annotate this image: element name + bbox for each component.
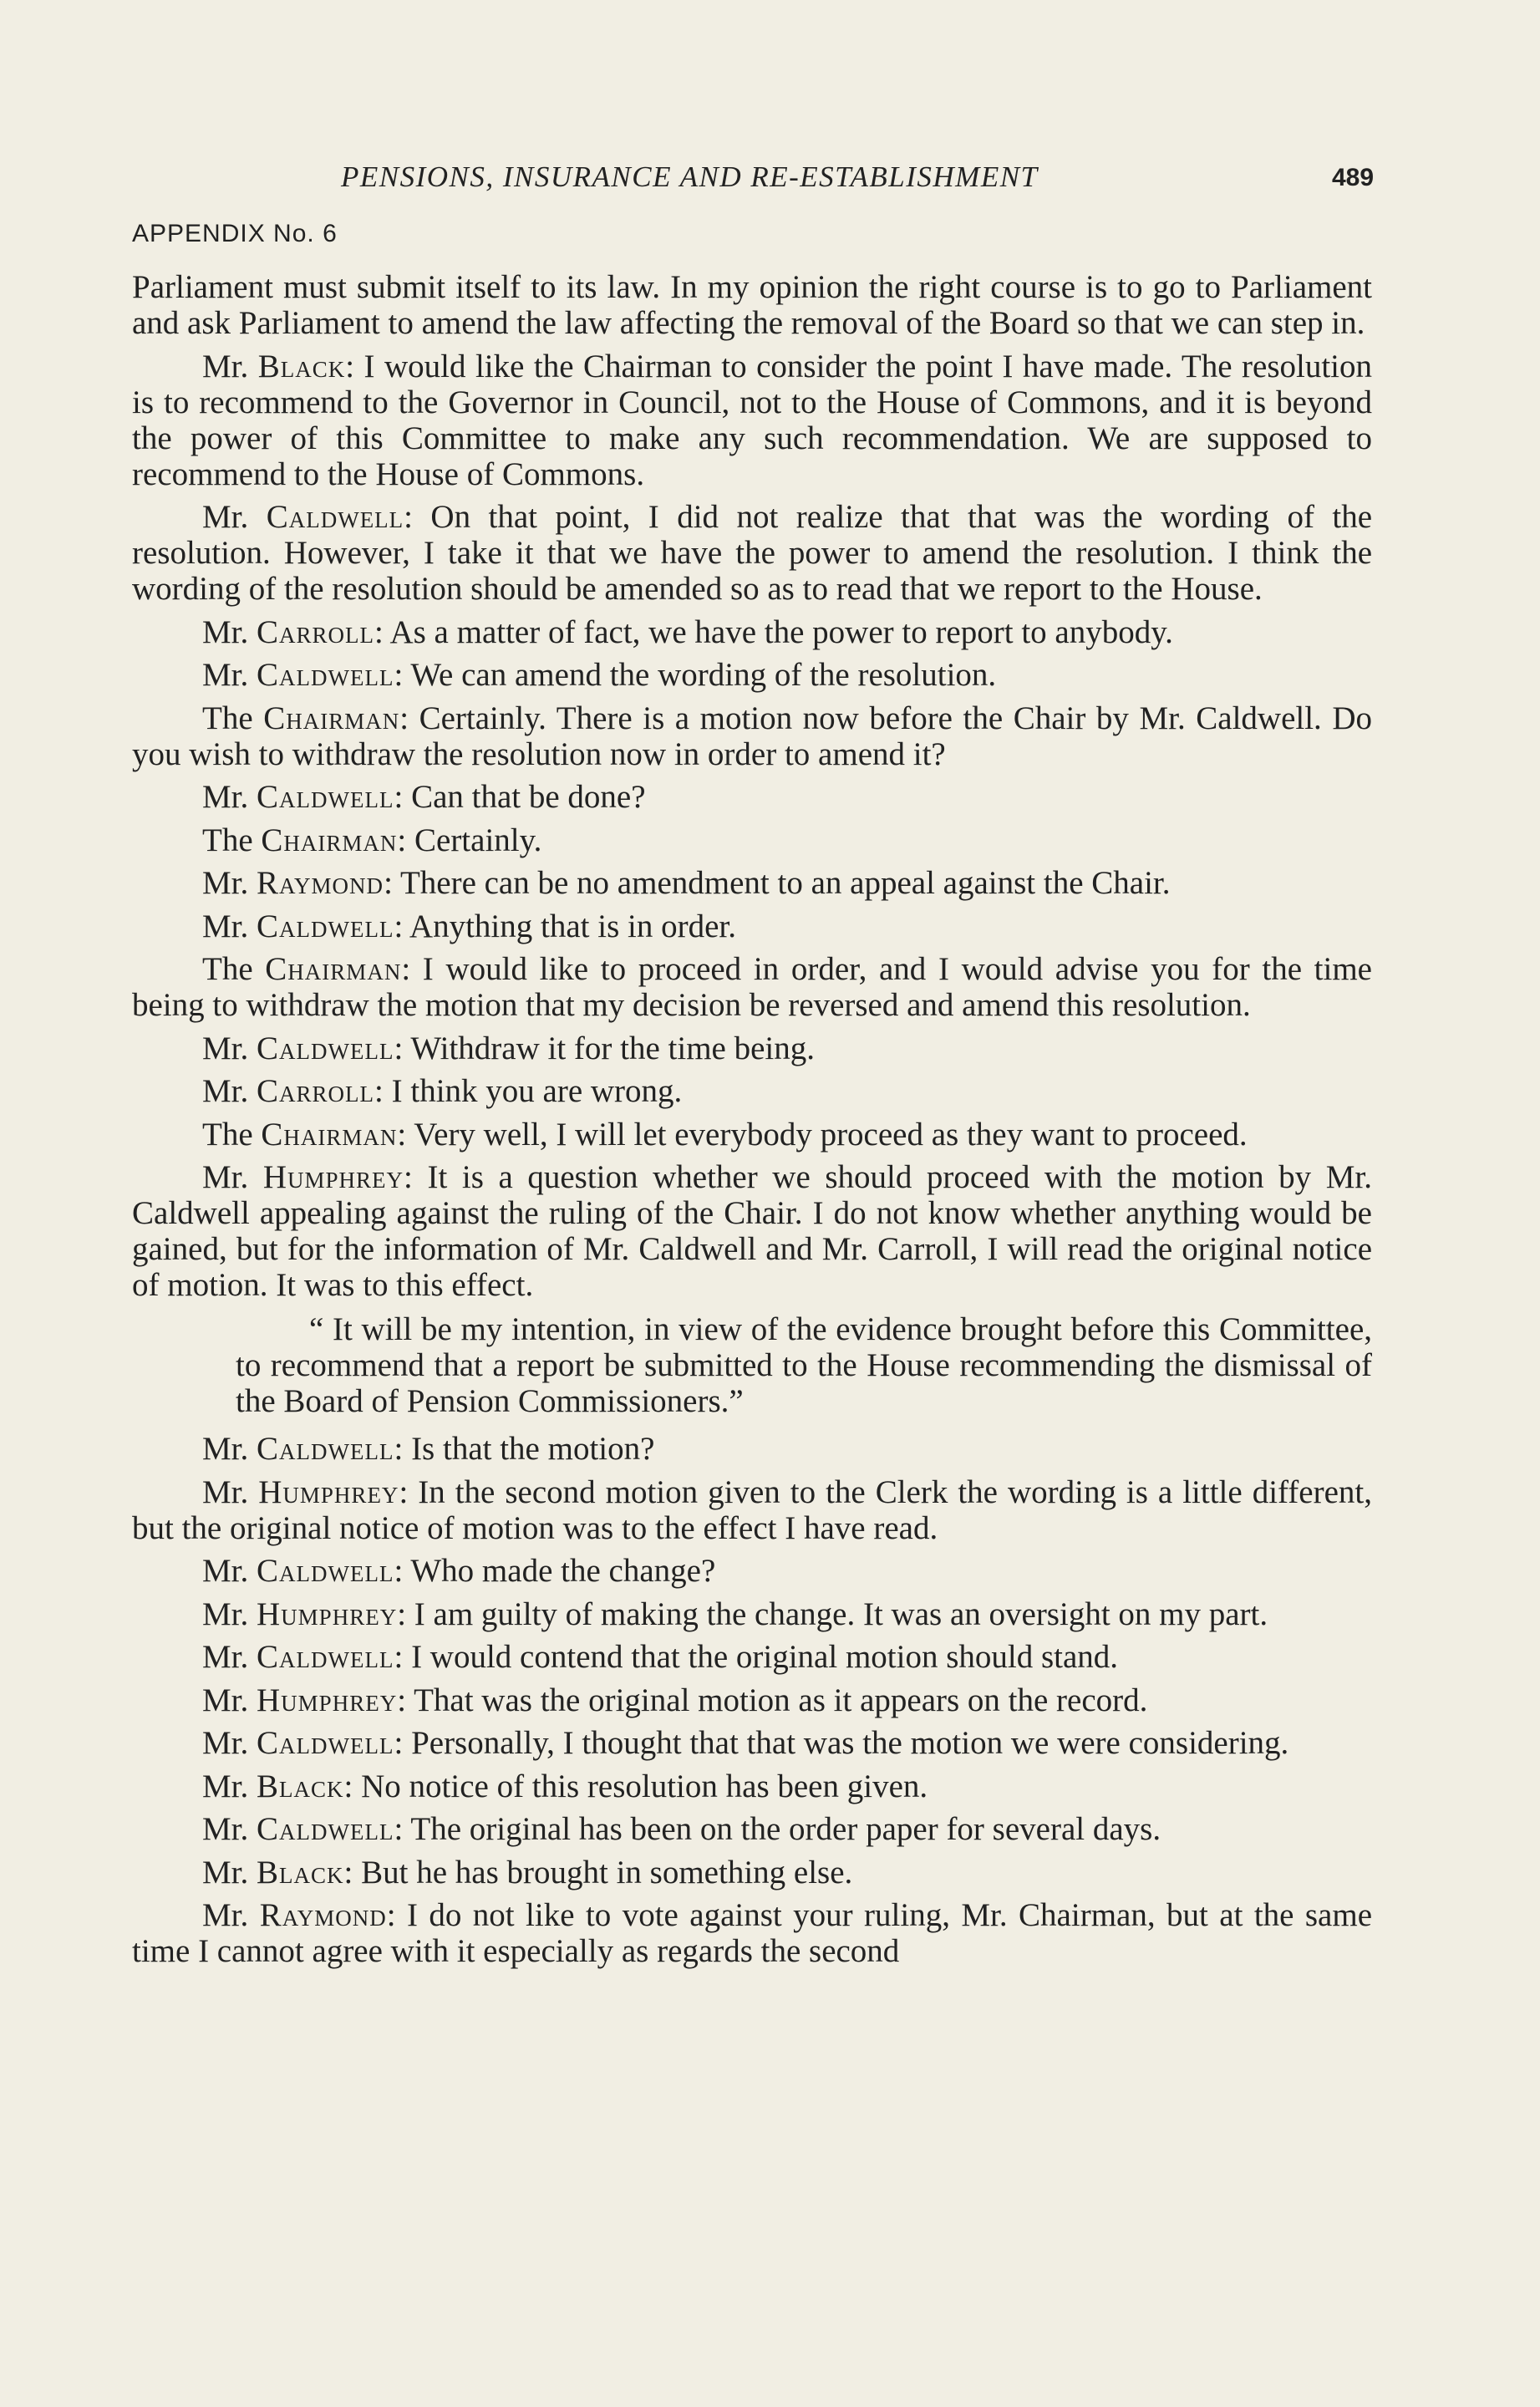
speech-paragraph [132,614,1372,650]
paragraph-text: : Can that be done? [394,779,646,815]
speaker-name: Caldwell [257,1431,394,1467]
speech-paragraph [132,951,1372,1023]
speech-paragraph [132,1768,1372,1804]
speech-paragraph [132,822,1372,858]
speech-paragraph [132,1117,1372,1153]
paragraph-text: : I would like the Chairman to consider the point I have made. The resolution is to recommend to the Governor in Council, not to the House of Commons, and it is beyond the power of this Committee to make any such recommendation. We are supposed to recommend to the House of Commons. [132,348,1373,492]
speaker-name: Black [257,1768,344,1804]
speaker-name: Caldwell [257,1639,394,1675]
speaker-title: Mr. [202,1073,257,1109]
speech-paragraph [132,1553,1372,1589]
paragraph-text: : Personally, I thought that that was the motion we were considering. [394,1725,1289,1761]
speech-paragraph [132,1596,1372,1632]
speaker-title: Mr. [202,1431,257,1467]
speaker-name: Chairman [261,1116,398,1153]
speaker-name: Humphrey [257,1595,398,1632]
paragraph-text: : Very well, I will let everybody proceed as they want to proceed. [397,1116,1248,1153]
speech-paragraph [132,1855,1372,1890]
speech-paragraph [132,1431,1372,1467]
speaker-title: Mr. [202,1159,263,1195]
speaker-name: Caldwell [257,908,394,944]
speech-paragraph [132,1474,1372,1546]
speaker-name: Carroll [257,613,375,650]
speaker-title: Mr. [202,1639,257,1675]
speaker-title: Mr. [202,348,258,384]
speaker-name: Caldwell [257,1725,394,1761]
paragraph-text: : That was the original motion as it appears on the record. [397,1682,1148,1718]
speech-paragraph [132,499,1372,607]
speaker-title: Mr. [202,908,257,944]
speech-paragraph [132,700,1372,772]
speaker-name: Caldwell [257,657,394,693]
paragraph-text: : I am guilty of making the change. It was an oversight on my part. [397,1595,1268,1632]
speaker-name: Black [257,1854,344,1890]
speech-paragraph [132,1159,1372,1303]
speaker-name: Caldwell [257,1030,394,1066]
paragraph-text: : The original has been on the order paper for several days. [394,1811,1161,1847]
speech-paragraph [132,865,1372,901]
speaker-name: Chairman [265,951,402,987]
speaker-name: Humphrey [258,1473,399,1510]
speaker-name: Humphrey [257,1682,398,1718]
speech-paragraph [132,1682,1372,1718]
speaker-title: Mr. [202,613,257,650]
speaker-name: Caldwell [257,779,394,815]
paragraph-text: : I do not like to vote against your ruling, Mr. Chairman, but at the same time I cannot agree with it especially as regards the second [132,1897,1373,1969]
paragraph-text: : I would contend that the original motion should stand. [394,1639,1119,1675]
speaker-name: Caldwell [266,499,404,535]
paragraph-text: : It is a question whether we should proceed with the motion by Mr. Caldwell appealing against the ruling of the Chair. I do not know whether anything would be gained, but for the information of Mr. Caldwell and Mr. Carroll, I will read the original notice of motion. It was to this effect. [132,1159,1373,1303]
speaker-title: Mr. [202,657,257,693]
paragraph-text: : In the second motion given to the Clerk the wording is a little different, but the original notice of motion was to the effect I have read. [132,1473,1372,1546]
speaker-title: Mr. [202,1768,257,1804]
speaker-title: Mr. [202,1725,257,1761]
paragraph-text: : Certainly. [397,822,542,858]
speaker-title: Mr. [202,779,257,815]
speaker-title: Mr. [202,1030,257,1066]
speaker-name: Raymond [259,1897,387,1933]
speaker-name: Humphrey [262,1159,404,1195]
speaker-title: Mr. [202,1473,259,1510]
paragraph-text: “ It will be my intention, in view of the evidence brought before this Committee, to recommend that a report be submitted to the House recommending the dismissal of the Board of Pension Commissioners.” [236,1311,1372,1419]
paragraph-text: : On that point, I did not realize that that was the wording of the resolution. However, I take it that we have the power to amend the resolution. I think the wording of the resolution should be amended so as to read that we report to the House. [132,499,1373,607]
speech-paragraph [132,1725,1372,1761]
speech-paragraph [132,1030,1372,1066]
speaker-title: Mr. [202,1854,257,1890]
speech-paragraph [132,1897,1372,1969]
paragraph-text: : Is that the motion? [394,1431,655,1467]
continued-paragraph [132,269,1372,341]
quoted-motion [132,1311,1372,1419]
speaker-name: Caldwell [257,1811,394,1847]
speech-paragraph [132,1639,1372,1675]
speaker-name: Chairman [261,822,398,858]
running-title: PENSIONS, INSURANCE AND RE-ESTABLISHMENT [341,160,1039,193]
paragraph-text: : We can amend the wording of the resolution. [394,657,997,693]
paragraph-text: : Anything that is in order. [394,908,736,944]
speaker-title: Mr. [202,499,267,535]
speech-paragraph [132,349,1372,492]
appendix-label: APPENDIX No. 6 [132,220,338,247]
speaker-name: Black [257,348,346,384]
speaker-title: The [202,951,266,987]
speech-paragraph [132,657,1372,693]
speaker-title: The [202,1116,262,1153]
paragraph-text: : There can be no amendment to an appeal against the Chair. [384,865,1171,901]
paragraph-text: : No notice of this resolution has been given. [343,1768,928,1804]
paragraph-text: : I think you are wrong. [374,1073,683,1109]
speaker-title: Mr. [202,865,257,901]
paragraph-text: Parliament must submit itself to its law. In my opinion the right course is to go to Parliament and ask Parliament to amend the law affecting the removal of the Board so that we can step in. [132,269,1372,341]
speaker-title: Mr. [202,1595,257,1632]
speaker-name: Carroll [257,1073,375,1109]
speaker-name: Caldwell [257,1553,394,1589]
speaker-name: Raymond [257,865,384,901]
paragraph-text: : Withdraw it for the time being. [394,1030,815,1066]
paragraph-text: : As a matter of fact, we have the power to report to anybody. [374,613,1173,650]
speaker-title: The [202,700,264,736]
speaker-title: Mr. [202,1811,257,1847]
speaker-title: Mr. [202,1553,257,1589]
speech-paragraph [132,908,1372,944]
speaker-title: Mr. [202,1897,260,1933]
speaker-title: Mr. [202,1682,257,1718]
speech-paragraph [132,1073,1372,1109]
page-number: 489 [1332,164,1375,191]
paragraph-text: : I would like to proceed in order, and I would advise you for the time being to withdraw the motion that my decision be reversed and amend this resolution. [132,951,1372,1023]
paragraph-text: : Certainly. There is a motion now before the Chair by Mr. Caldwell. Do you wish to withdraw the resolution now in order to amend it? [132,700,1373,772]
speech-paragraph [132,1811,1372,1847]
body-text [132,269,1372,1977]
paragraph-text: : But he has brought in something else. [343,1854,853,1890]
speech-paragraph [132,779,1372,815]
paragraph-text: : Who made the change? [394,1553,716,1589]
speaker-name: Chairman [263,700,400,736]
speaker-title: The [202,822,262,858]
